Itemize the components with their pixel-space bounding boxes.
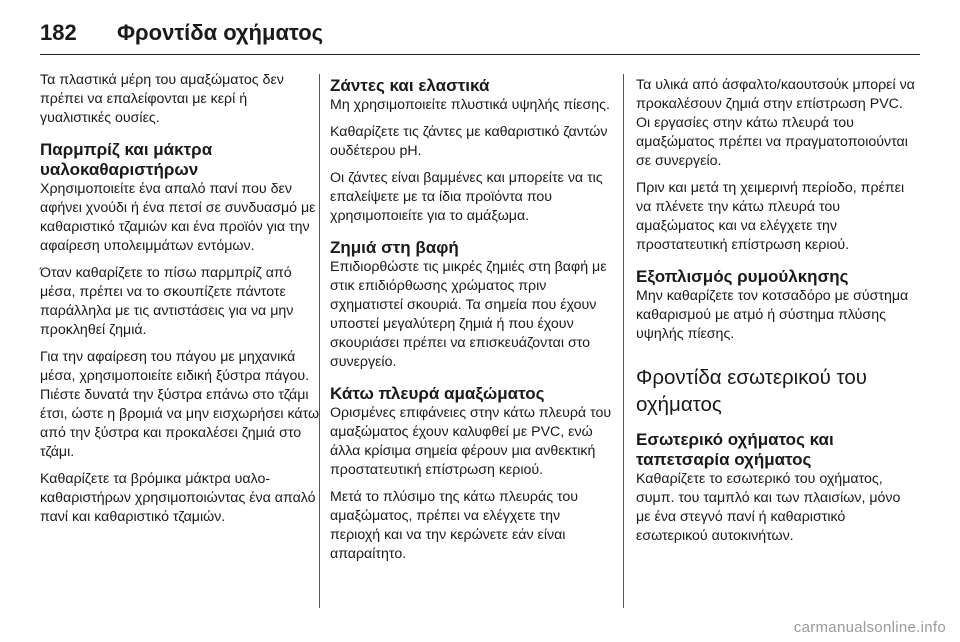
paragraph: Όταν καθαρίζετε το πίσω παρμπρίζ από μέσα, πρέπει να το σκουπίζετε πάντοτε παράλληλα με τις αντιστάσεις για να μην προκληθεί ζημιά. bbox=[40, 265, 294, 338]
paragraph: Μη χρησιμοποιείτε πλυστικά υψηλής πίεσης. bbox=[330, 97, 610, 113]
watermark: carmanualsonline.info bbox=[793, 619, 946, 636]
paragraph: Ορισμένες επιφάνειες στην κάτω πλευρά του αμαξώματος έχουν καλυφθεί με PVC, ενώ άλλα κρίσιμα σημεία φέρουν μια ανθεκτική προστατευτική επίστρωση κεριού. bbox=[330, 405, 612, 478]
paragraph: Επιδιορθώστε τις μικρές ζημιές στη βαφή με στικ επιδιόρθωσης χρώματος πριν σχηματιστεί σκουριά. Τα σημεία που έχουν υποστεί μεγαλύτερη ζημιά ή που έχουν σκουριάσει πρέπει να επισκευάζονται στο συνεργείο. bbox=[330, 259, 607, 370]
paragraph: Καθαρίζετε το εσωτερικό του οχήματος, συμπ. του ταμπλό και των πλαισίων, μόνο με ένα στεγνό πανί ή καθαριστικό εσωτερικού αυτοκινήτων. bbox=[636, 471, 901, 544]
paragraph: Οι ζάντες είναι βαμμένες και μπορείτε να τις επαλείψετε με τα ίδια προϊόντα που χρησιμοποιείτε για το αμάξωμα. bbox=[330, 170, 603, 224]
section-heading-paint: Ζημιά στη βαφή bbox=[330, 238, 459, 257]
paragraph: Καθαρίζετε τα βρόμικα μάκτρα υαλοκαθαριστήρων χρησιμοποιώντας ένα απαλό πανί και καθαριστικό τζαμιών. bbox=[40, 471, 316, 525]
paragraph: Μετά το πλύσιμο της κάτω πλευράς του αμαξώματος, πρέπει να ελέγχετε την περιοχή και να την κερώνετε εάν είναι απαραίτητο. bbox=[330, 489, 579, 562]
column-divider bbox=[623, 74, 624, 608]
paragraph: Καθαρίζετε τις ζάντες με καθαριστικό ζαντών ουδέτερου pH. bbox=[330, 124, 608, 159]
section-heading-wheels: Ζάντες και ελαστικά bbox=[330, 76, 490, 95]
paragraph: Τα πλαστικά μέρη του αμαξώματος δεν πρέπει να επαλείφονται με κερί ή γυαλιστικές ουσίες. bbox=[40, 72, 284, 126]
page-number: 182 bbox=[40, 20, 77, 45]
section-heading-windshield: Παρμπρίζ και μάκτρα υαλοκαθαριστήρων bbox=[40, 140, 213, 179]
page-header bbox=[40, 14, 920, 55]
paragraph: Χρησιμοποιείτε ένα απαλό πανί που δεν αφήνει χνούδι ή ένα πετσί σε συνδυασμό με καθαριστικό τζαμιών και ένα προϊόν για την αφαίρεση υπολειμμάτων εντόμων. bbox=[40, 181, 316, 254]
column-2 bbox=[330, 76, 612, 572]
paragraph: Για την αφαίρεση του πάγου με μηχανικά μέσα, χρησιμοποιείτε ειδική ξύστρα πάγου. Πιέστε δυνατά την ξύστρα επάνω στο τζάμι έτσι, ώστε η βρομιά να μην εισχωρήσει κάτω από την ξύστρα και προκαλέσει ζημιά στο τζάμι. bbox=[40, 349, 320, 460]
column-1 bbox=[40, 71, 322, 535]
chapter-heading-interior-care: Φροντίδα εσωτερικού του οχήματος bbox=[636, 366, 867, 416]
section-heading-underbody: Κάτω πλευρά αμαξώματος bbox=[330, 384, 545, 403]
paragraph: Τα υλικά από άσφαλτο/καουτσούκ μπορεί να προκαλέσουν ζημιά στην επίστρωση PVC. Οι εργασίες στην κάτω πλευρά του αμαξώματος πρέπει να πραγματοποιούνται σε συνεργείο. bbox=[636, 77, 915, 169]
section-heading-towing: Εξοπλισμός ρυμούλκησης bbox=[636, 267, 849, 286]
paragraph: Μην καθαρίζετε τον κοτσαδόρο με σύστημα καθαρισμού με ατμό ή σύστημα πλύσης υψηλής πίεσης. bbox=[636, 288, 909, 342]
column-3 bbox=[636, 76, 918, 554]
paragraph: Πριν και μετά τη χειμερινή περίοδο, πρέπει να πλένετε την κάτω πλευρά του αμαξώματος και να ελέγχετε την προστατευτική επίστρωση κεριού. bbox=[636, 180, 905, 253]
section-heading-interior: Εσωτερικό οχήματος και ταπετσαρία οχήματος bbox=[636, 430, 834, 469]
page-title: Φροντίδα οχήματος bbox=[117, 20, 324, 45]
